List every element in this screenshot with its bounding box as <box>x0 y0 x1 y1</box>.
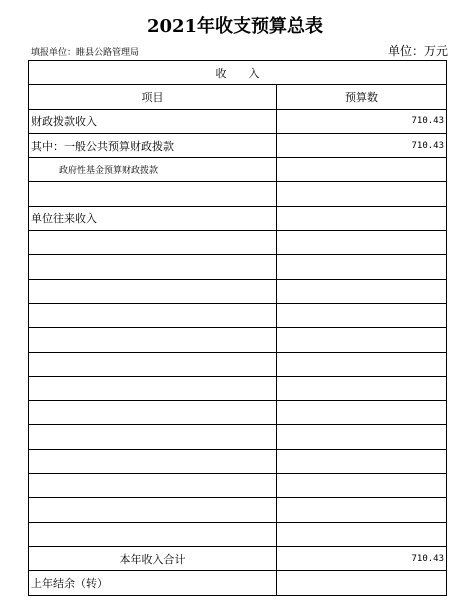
table-row <box>29 182 447 206</box>
budget-table <box>28 60 447 596</box>
row-value: 710.43 <box>277 133 447 157</box>
section-title: 收 入 <box>29 61 447 85</box>
total-row <box>29 546 447 570</box>
table-row <box>29 474 447 498</box>
row-value <box>277 352 447 376</box>
row-value <box>277 401 447 425</box>
total-label: 本年收入合计 <box>29 546 277 570</box>
table-row <box>29 255 447 279</box>
table-row <box>29 133 447 157</box>
row-value <box>277 158 447 182</box>
page-title: 2021年收支预算总表 <box>146 16 324 37</box>
row-label <box>29 352 277 376</box>
table-row <box>29 352 447 376</box>
row-label <box>29 231 277 255</box>
row-label: 财政拨款收入 <box>29 109 277 133</box>
table-row <box>29 376 447 400</box>
row-label <box>29 328 277 352</box>
table-row <box>29 303 447 327</box>
row-label <box>29 401 277 425</box>
unit-of-measure: 单位：万元 <box>387 44 448 58</box>
row-value <box>277 231 447 255</box>
column-header-item: 项目 <box>29 85 277 109</box>
total-value: 710.43 <box>277 546 447 570</box>
section-header-row <box>29 61 447 85</box>
carryover-label: 上年结余（转） <box>29 571 277 595</box>
row-value <box>277 425 447 449</box>
table-row <box>29 498 447 522</box>
row-label: 其中：一般公共预算财政拨款 <box>29 133 277 157</box>
row-value <box>277 522 447 546</box>
row-value <box>277 182 447 206</box>
row-label <box>29 425 277 449</box>
row-value: 710.43 <box>277 109 447 133</box>
carryover-row <box>29 571 447 595</box>
row-label <box>29 182 277 206</box>
row-value <box>277 303 447 327</box>
carryover-value <box>277 571 447 595</box>
row-label: 政府性基金预算财政拨款 <box>29 158 277 182</box>
row-value <box>277 328 447 352</box>
row-label <box>29 255 277 279</box>
row-value <box>277 206 447 230</box>
table-row <box>29 425 447 449</box>
row-value <box>277 498 447 522</box>
row-value <box>277 255 447 279</box>
row-value <box>277 474 447 498</box>
column-header-budget: 预算数 <box>277 85 447 109</box>
table-row <box>29 109 447 133</box>
table-row <box>29 231 447 255</box>
table-row <box>29 328 447 352</box>
table-row <box>29 279 447 303</box>
reporting-unit: 填报单位：睢县公路管理局 <box>31 48 140 58</box>
row-value <box>277 376 447 400</box>
table-row <box>29 206 447 230</box>
row-value <box>277 449 447 473</box>
row-label <box>29 303 277 327</box>
table-row <box>29 401 447 425</box>
row-label <box>29 376 277 400</box>
row-label <box>29 522 277 546</box>
row-label <box>29 498 277 522</box>
row-label <box>29 279 277 303</box>
table-row <box>29 522 447 546</box>
table-row <box>29 158 447 182</box>
row-label <box>29 474 277 498</box>
row-label: 单位往来收入 <box>29 206 277 230</box>
column-header-row <box>29 85 447 109</box>
table-row <box>29 449 447 473</box>
row-label <box>29 449 277 473</box>
row-value <box>277 279 447 303</box>
